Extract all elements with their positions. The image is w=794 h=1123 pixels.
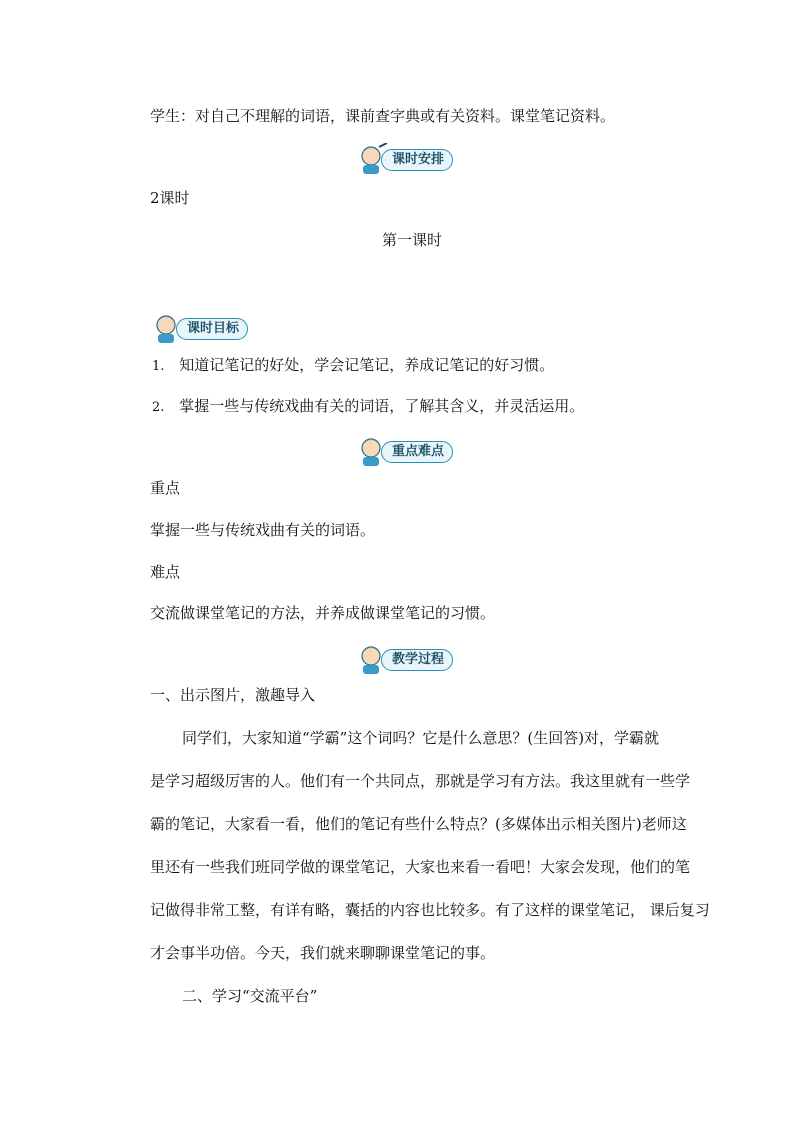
difficulty-heading: 难点 bbox=[150, 563, 181, 581]
badge-keypoints bbox=[355, 435, 475, 465]
paragraph-line: 同学们，大家知道“学霸”这个词吗？它是什么意思？(生回答)对，学霸就 bbox=[182, 729, 660, 747]
badge-goals-label: 课时目标 bbox=[176, 318, 248, 340]
goal-text: 知道记笔记的好处，学会记笔记，养成记笔记的好习惯。 bbox=[179, 356, 555, 374]
paragraph-line: 是学习超级厉害的人。他们有一个共同点，那就是学习有方法。我这里就有一些学 bbox=[150, 772, 691, 790]
badge-process-label: 教学过程 bbox=[381, 649, 453, 671]
key-text: 掌握一些与传统戏曲有关的词语。 bbox=[150, 521, 376, 539]
badge-schedule bbox=[355, 143, 475, 173]
section1-title: 一、出示图片，激趣导入 bbox=[150, 686, 316, 704]
paragraph-line: 记做得非常工整，有详有略，囊括的内容也比较多。有了这样的课堂笔记， 课后复习 bbox=[150, 901, 710, 919]
paragraph-line: 霸的笔记，大家看一看，他们的笔记有些什么特点？(多媒体出示相关图片)老师这 bbox=[150, 815, 687, 833]
paragraph-line: 里还有一些我们班同学做的课堂笔记，大家也来看一看吧！大家会发现，他们的笔 bbox=[150, 858, 691, 876]
students-preparation: 学生：对自己不理解的词语，课前查字典或有关资料。课堂笔记资料。 bbox=[150, 107, 616, 125]
difficulty-text: 交流做课堂笔记的方法，并养成做课堂笔记的习惯。 bbox=[150, 604, 496, 622]
goal-item-1 bbox=[152, 355, 554, 377]
lesson-hours: 2课时 bbox=[150, 189, 190, 207]
goal-number: 2. bbox=[152, 400, 165, 415]
badge-schedule-label: 课时安排 bbox=[381, 149, 453, 171]
badge-process bbox=[355, 643, 475, 673]
goal-text: 掌握一些与传统戏曲有关的词语，了解其含义，并灵活运用。 bbox=[179, 397, 585, 415]
paragraph-line: 才会事半功倍。今天，我们就来聊聊课堂笔记的事。 bbox=[150, 944, 496, 962]
section2-title: 二、学习“交流平台” bbox=[182, 987, 318, 1005]
badge-goals bbox=[150, 312, 270, 342]
badge-keypoints-label: 重点难点 bbox=[381, 441, 453, 463]
goal-item-2 bbox=[152, 396, 584, 418]
key-heading: 重点 bbox=[150, 479, 181, 497]
goal-number: 1. bbox=[152, 359, 165, 374]
lesson-title: 第一课时 bbox=[382, 231, 443, 249]
